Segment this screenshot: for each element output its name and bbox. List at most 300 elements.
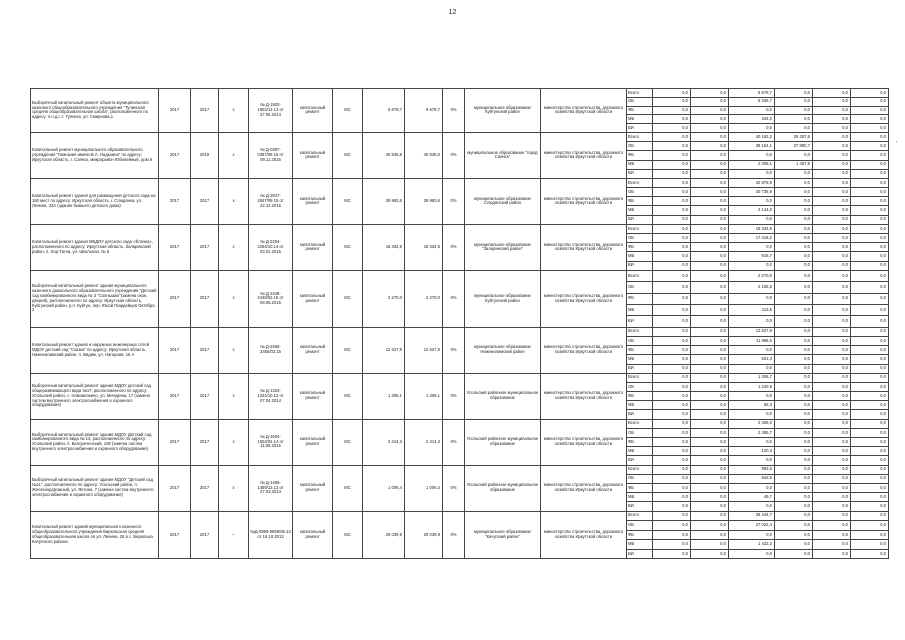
- mark-cell: –: [219, 511, 249, 559]
- funding-source-label: ВИ: [627, 261, 653, 270]
- financing-value: 0,0: [851, 474, 889, 483]
- financing-value: 0,0: [851, 392, 889, 401]
- object-description: Выборочный капитальный ремонт здания МДОУ "Детский сад №11", расположенного по адресу: Усольский район, п. Железнодорожный, ул. Янтина, 7 (замена систем внутреннего электроснабжения и охранного оборудования): [31, 465, 159, 511]
- financing-value: 0,0: [851, 438, 889, 447]
- financing-value: 0,0: [691, 392, 729, 401]
- financing-value: 0,0: [813, 410, 851, 419]
- readiness-percent: 0%: [443, 132, 465, 178]
- financing-value: 0,0: [653, 327, 691, 336]
- financing-value: 0,0: [729, 293, 775, 304]
- financing-value: 0,0: [775, 151, 813, 160]
- start-year: 2017: [159, 132, 191, 178]
- financing-value: 40 162,2: [729, 132, 775, 141]
- readiness-percent: 0%: [443, 511, 465, 559]
- object-description: Капитальный ремонт муниципального образовательного учреждения "Гимназия имени В.А. Надькина" по адресу: Иркутская область, г. Саянск, микрорайон Юбилейный, дом 6: [31, 132, 159, 178]
- financing-value: 0,0: [653, 502, 691, 511]
- financing-value: 0,0: [653, 419, 691, 428]
- financing-value: 0,0: [813, 502, 851, 511]
- financing-value: 0,0: [775, 428, 813, 437]
- financing-value: 0,0: [775, 521, 813, 531]
- funding-source-label: Всего: [627, 178, 653, 187]
- estimated-cost: 1 006,4: [363, 465, 405, 511]
- financing-value: 0,0: [653, 304, 691, 315]
- financing-value: 0,0: [775, 355, 813, 364]
- funding-source-label: ОБ: [627, 382, 653, 391]
- financing-value: 0,0: [691, 142, 729, 151]
- financing-value: 0,0: [851, 304, 889, 315]
- object-type: МС: [333, 132, 363, 178]
- financing-value: 0,0: [653, 438, 691, 447]
- financing-value: 0,0: [813, 465, 851, 474]
- financing-value: 0,0: [653, 483, 691, 492]
- financing-value: 0,0: [813, 493, 851, 502]
- financing-value: 0,0: [653, 401, 691, 410]
- financing-value: 27 022,4: [729, 521, 775, 531]
- financing-value: 0,0: [813, 304, 851, 315]
- funding-source-label: ВИ: [627, 316, 653, 327]
- funding-source-label: ФБ: [627, 151, 653, 160]
- financing-value: 0,0: [653, 261, 691, 270]
- funding-source-label: МБ: [627, 540, 653, 550]
- financing-value: 2 406,0: [729, 419, 775, 428]
- work-type: капитальный ремонт: [293, 224, 333, 270]
- estimated-cost: 29 039,9: [363, 511, 405, 559]
- financing-value: 0,0: [775, 178, 813, 187]
- mark-cell: х: [219, 178, 249, 224]
- financing-value: 334,0: [729, 115, 775, 124]
- financing-value: 2 285,7: [729, 428, 775, 437]
- funding-source-label: ФБ: [627, 483, 653, 492]
- financing-value: 0,0: [851, 151, 889, 160]
- funding-source-label: ФБ: [627, 346, 653, 355]
- financing-value: 0,0: [729, 530, 775, 540]
- financing-value: 0,0: [691, 234, 729, 243]
- financing-value: 0,0: [775, 419, 813, 428]
- mark-cell: х: [219, 327, 249, 373]
- expertise-doc: № Д-2847-2847/09.15 от 22.12.2015: [249, 178, 293, 224]
- financing-value: 0,0: [813, 160, 851, 169]
- financing-value: 0,0: [729, 549, 775, 559]
- financing-value: 0,0: [813, 401, 851, 410]
- funding-source-label: МБ: [627, 160, 653, 169]
- financing-value: 0,0: [775, 234, 813, 243]
- funding-source-label: МБ: [627, 401, 653, 410]
- table-row: [31, 465, 889, 474]
- financing-value: 631,4: [729, 355, 775, 364]
- financing-value: 0,0: [729, 438, 775, 447]
- financing-value: 0,0: [691, 364, 729, 373]
- financing-value: 0,0: [775, 270, 813, 281]
- financing-value: 0,0: [691, 483, 729, 492]
- funding-source-label: ОБ: [627, 97, 653, 106]
- financing-value: 0,0: [775, 447, 813, 456]
- financing-value: 0,0: [653, 336, 691, 345]
- funding-source-label: ФБ: [627, 243, 653, 252]
- funding-source-label: ВИ: [627, 502, 653, 511]
- financing-value: 0,0: [653, 530, 691, 540]
- financing-value: 0,0: [775, 530, 813, 540]
- financing-value: 0,0: [653, 456, 691, 465]
- financing-value: 0,0: [775, 169, 813, 178]
- financing-value: 0,0: [775, 336, 813, 345]
- financing-value: 0,0: [775, 215, 813, 224]
- financing-value: 0,0: [691, 447, 729, 456]
- customer: министерство строительства, дорожного хозяйства Иркутской области: [541, 270, 627, 327]
- financing-value: 0,0: [653, 316, 691, 327]
- estimated-cost: 40 845,8: [363, 132, 405, 178]
- financing-value: 0,0: [653, 151, 691, 160]
- start-year: 2017: [159, 511, 191, 559]
- financing-value: 0,0: [691, 382, 729, 391]
- financing-value: 0,0: [775, 327, 813, 336]
- financing-value: 0,0: [851, 465, 889, 474]
- work-type: капитальный ремонт: [293, 178, 333, 224]
- municipality: Усольский районное муниципальное образование: [465, 465, 541, 511]
- financing-value: 0,0: [775, 346, 813, 355]
- financing-value: 0,0: [729, 197, 775, 206]
- financing-value: 0,0: [691, 428, 729, 437]
- municipality: муниципальное образование "Заларинский район": [465, 224, 541, 270]
- financing-value: 0,0: [813, 178, 851, 187]
- financing-value: 0,0: [775, 224, 813, 233]
- end-year: 2017: [191, 89, 219, 133]
- financing-value: 0,0: [813, 89, 851, 98]
- expertise-doc: № Д-2254-2254/10.14 от 03.02.2015: [249, 224, 293, 270]
- financing-value: 0,0: [691, 336, 729, 345]
- funding-source-label: ОБ: [627, 474, 653, 483]
- customer: министерство строительства, дорожного хозяйства Иркутской области: [541, 327, 627, 373]
- object-type: МС: [333, 270, 363, 327]
- funding-source-label: МБ: [627, 206, 653, 215]
- funding-source-label: ОБ: [627, 521, 653, 531]
- financing-value: 0,0: [813, 382, 851, 391]
- financing-value: 0,0: [775, 392, 813, 401]
- object-type: МС: [333, 511, 363, 559]
- financing-value: 0,0: [813, 316, 851, 327]
- table-row: [31, 419, 889, 428]
- financing-value: 0,0: [813, 252, 851, 261]
- financing-value: 0,0: [691, 132, 729, 141]
- funding-source-label: МБ: [627, 304, 653, 315]
- financing-value: 0,0: [653, 373, 691, 382]
- table-row: [31, 224, 889, 233]
- funding-source-label: Всего: [627, 419, 653, 428]
- financing-value: 0,0: [653, 188, 691, 197]
- financing-value: 0,0: [775, 540, 813, 550]
- funding-source-label: ФБ: [627, 438, 653, 447]
- object-description: Капитальный ремонт зданий муниципального казенного общеобразовательного учреждения Бирюльская средняя общеобразовательная школа по ул. Ленина, 26 в с. Бирюлька Качугского района.: [31, 511, 159, 559]
- estimated-cost: 18 334,9: [363, 224, 405, 270]
- expertise-doc: № Д-1903-1903/12.13 от 27.05.2014: [249, 89, 293, 133]
- financing-value: 0,0: [691, 169, 729, 178]
- financing-value: 0,0: [691, 474, 729, 483]
- financing-value: 0,0: [813, 447, 851, 456]
- financing-value: 0,0: [813, 346, 851, 355]
- financing-value: 0,0: [851, 89, 889, 98]
- financing-value: 0,0: [653, 115, 691, 124]
- financing-value: 0,0: [775, 483, 813, 492]
- financing-value: 0,0: [775, 115, 813, 124]
- financing-value: 0,0: [729, 124, 775, 133]
- financing-value: 0,0: [851, 511, 889, 521]
- object-type: МС: [333, 419, 363, 465]
- remaining-cost: 12 627,9: [405, 327, 443, 373]
- customer: министерство строительства, дорожного хозяйства Иркутской области: [541, 373, 627, 419]
- financing-value: 992,6: [729, 465, 775, 474]
- financing-value: 0,0: [813, 151, 851, 160]
- financing-value: 0,0: [691, 261, 729, 270]
- object-description: Выборочный капитальный ремонт здания муниципального казенного дошкольного образовательного учреждения "Детский сад комбинированного вида № 3 "Солнышко"(замена окон, дверей), расположенного по адресу: Иркутская область, Куйтунский район, р.п. Куйтун, пер. Юной Гвардейцев Октября, 2: [31, 270, 159, 327]
- financing-value: 0,0: [813, 293, 851, 304]
- readiness-percent: 0%: [443, 419, 465, 465]
- object-type: МС: [333, 178, 363, 224]
- object-table: [30, 88, 889, 559]
- financing-value: 0,0: [691, 89, 729, 98]
- financing-value: 0,0: [775, 410, 813, 419]
- financing-value: 0,0: [729, 261, 775, 270]
- financing-value: 0,0: [653, 142, 691, 151]
- financing-value: 0,0: [775, 197, 813, 206]
- object-description: Капитальный ремонт здания и наружных инженерных сетей МДОУ детский сад "Сказка" по адресу: Иркутская область, Нижнеилимский район, п. Видим, ул. Нагорная, 15 А: [31, 327, 159, 373]
- financing-value: 0,0: [653, 197, 691, 206]
- financing-value: 0,0: [775, 97, 813, 106]
- work-type: капитальный ремонт: [293, 89, 333, 133]
- financing-value: 0,0: [813, 521, 851, 531]
- financing-value: 0,0: [851, 97, 889, 106]
- financing-value: 0,0: [851, 132, 889, 141]
- financing-value: 0,0: [653, 493, 691, 502]
- object-description: Выборочный капитальный ремонт здания МДОУ Детский сад комбинированного вида № 13, расположенного по адресу: Усольский район, п. Белореченский, 108 (замена систем внутреннего электроснабжения и охранного оборудования): [31, 419, 159, 465]
- financing-value: 916,7: [729, 252, 775, 261]
- expertise-doc: № Д-2448-2448/02.15 от 09.06.2015: [249, 270, 293, 327]
- object-table-container: [30, 88, 889, 559]
- financing-value: 0,0: [653, 428, 691, 437]
- funding-source-label: ВИ: [627, 364, 653, 373]
- object-type: МС: [333, 465, 363, 511]
- object-description: Капитальный ремонт здания МБДОУ детского сада «Ёлочка», расположенного по адресу: Иркутская область, Заларинский район, п. Хор-Тагна, ул. Школьная, № 5: [31, 224, 159, 270]
- financing-value: 0,0: [851, 124, 889, 133]
- financing-value: 0,0: [691, 215, 729, 224]
- financing-value: 0,0: [653, 540, 691, 550]
- municipality: Усольский районное муниципальное образование: [465, 373, 541, 419]
- financing-value: 0,0: [813, 392, 851, 401]
- financing-value: 0,0: [729, 456, 775, 465]
- financing-value: 0,0: [775, 456, 813, 465]
- financing-value: 0,0: [775, 282, 813, 293]
- funding-source-label: ФБ: [627, 293, 653, 304]
- financing-value: 0,0: [813, 474, 851, 483]
- financing-value: 0,0: [653, 243, 691, 252]
- financing-value: 0,0: [851, 206, 889, 215]
- customer: министерство строительства, дорожного хозяйства Иркутской области: [541, 132, 627, 178]
- financing-value: 0,0: [813, 206, 851, 215]
- table-row: [31, 373, 889, 382]
- financing-value: 113,5: [729, 304, 775, 315]
- readiness-percent: 0%: [443, 89, 465, 133]
- financing-value: 0,0: [729, 316, 775, 327]
- financing-value: 0,0: [653, 270, 691, 281]
- mark-cell: х: [219, 132, 249, 178]
- financing-value: 0,0: [775, 474, 813, 483]
- financing-value: 0,0: [653, 224, 691, 233]
- municipality: муниципальное образование "Качугский район": [465, 511, 541, 559]
- financing-value: 0,0: [813, 243, 851, 252]
- financing-value: 0,0: [653, 447, 691, 456]
- financing-value: 942,9: [729, 474, 775, 483]
- financing-value: 0,0: [775, 401, 813, 410]
- financing-value: 18 334,9: [729, 224, 775, 233]
- financing-value: 0,0: [653, 215, 691, 224]
- expertise-doc: № Д-0387-0387/06.16 от 09.11.2016: [249, 132, 293, 178]
- financing-value: 0,0: [691, 373, 729, 382]
- remaining-cost: 40 845,0: [405, 132, 443, 178]
- financing-value: 0,0: [653, 169, 691, 178]
- financing-value: 0,0: [851, 410, 889, 419]
- financing-value: 0,0: [729, 364, 775, 373]
- financing-value: 0,0: [851, 382, 889, 391]
- financing-value: 0,0: [851, 540, 889, 550]
- financing-value: 0,0: [813, 270, 851, 281]
- financing-value: 0,0: [653, 293, 691, 304]
- financing-value: 0,0: [729, 243, 775, 252]
- funding-source-label: ВИ: [627, 549, 653, 559]
- financing-value: 0,0: [813, 364, 851, 373]
- financing-value: 0,0: [813, 188, 851, 197]
- start-year: 2017: [159, 89, 191, 133]
- financing-value: 0,0: [851, 549, 889, 559]
- mark-cell: х: [219, 224, 249, 270]
- financing-value: 0,0: [813, 355, 851, 364]
- financing-value: 0,0: [653, 355, 691, 364]
- funding-source-label: Всего: [627, 270, 653, 281]
- financing-value: 0,0: [775, 106, 813, 115]
- financing-value: 1 422,3: [729, 540, 775, 550]
- financing-value: 0,0: [729, 392, 775, 401]
- remaining-cost: 1 308,1: [405, 373, 443, 419]
- end-year: 2017: [191, 373, 219, 419]
- remaining-cost: 1 006,4: [405, 465, 443, 511]
- end-year: 2017: [191, 511, 219, 559]
- start-year: 2017: [159, 270, 191, 327]
- financing-value: 0,0: [653, 474, 691, 483]
- financing-value: 0,0: [653, 511, 691, 521]
- financing-value: 0,0: [653, 521, 691, 531]
- financing-value: 0,0: [851, 293, 889, 304]
- financing-value: 0,0: [851, 493, 889, 502]
- remaining-cost: 18 334,9: [405, 224, 443, 270]
- table-row: [31, 511, 889, 521]
- financing-value: 0,0: [653, 346, 691, 355]
- mark-cell: х: [219, 373, 249, 419]
- financing-value: 0,0: [691, 401, 729, 410]
- financing-value: 0,0: [851, 197, 889, 206]
- work-type: капитальный ремонт: [293, 511, 333, 559]
- financing-value: 0,0: [653, 132, 691, 141]
- financing-value: 0,0: [691, 530, 729, 540]
- municipality: муниципальное образование Слюдянский район: [465, 178, 541, 224]
- financing-value: 0,0: [813, 419, 851, 428]
- financing-value: 1 306,7: [729, 373, 775, 382]
- financing-value: 0,0: [691, 224, 729, 233]
- readiness-percent: 0%: [443, 373, 465, 419]
- funding-source-label: ФБ: [627, 392, 653, 401]
- end-year: 2017: [191, 270, 219, 327]
- financing-value: 11 996,5: [729, 336, 775, 345]
- table-row: [31, 178, 889, 187]
- financing-value: 0,0: [653, 549, 691, 559]
- customer: министерство строительства, дорожного хозяйства Иркутской области: [541, 89, 627, 133]
- financing-value: 0,0: [813, 142, 851, 151]
- expertise-doc: №Д-0959-0959/06.13 от 16.10.2013: [249, 511, 293, 559]
- funding-source-label: ОБ: [627, 142, 653, 151]
- funding-source-label: ОБ: [627, 188, 653, 197]
- financing-value: 0,0: [729, 106, 775, 115]
- financing-value: 0,0: [691, 197, 729, 206]
- financing-value: 0,0: [729, 169, 775, 178]
- municipality: муниципальное образование Куйтунский район: [465, 270, 541, 327]
- financing-value: 0,0: [691, 511, 729, 521]
- financing-value: 0,0: [691, 178, 729, 187]
- financing-value: 65,3: [729, 401, 775, 410]
- start-year: 2017: [159, 419, 191, 465]
- financing-value: 0,0: [691, 316, 729, 327]
- start-year: 2017: [159, 224, 191, 270]
- object-description: Выборочный капитальный ремонт объекта муниципального казенного общеобразовательного учреждения "Тулинская средняя общеобразовательная школа", расположенного по адресу: п.п.д.с.т. Тулинск, ул. Смирнова,1: [31, 89, 159, 133]
- start-year: 2017: [159, 178, 191, 224]
- funding-source-label: Всего: [627, 511, 653, 521]
- financing-value: 0,0: [851, 215, 889, 224]
- financing-value: 0,0: [851, 160, 889, 169]
- page-number: 12: [448, 9, 457, 16]
- table-row: [31, 89, 889, 98]
- financing-value: 0,0: [813, 428, 851, 437]
- financing-value: 0,0: [653, 206, 691, 215]
- object-type: МС: [333, 327, 363, 373]
- financing-value: 42 879,9: [729, 178, 775, 187]
- remaining-cost: 39 983,6: [405, 178, 443, 224]
- financing-value: 0,0: [691, 115, 729, 124]
- financing-value: 0,0: [691, 106, 729, 115]
- financing-value: 0,0: [691, 97, 729, 106]
- municipality: Усольский районное муниципальное образование: [465, 419, 541, 465]
- financing-value: 0,0: [653, 124, 691, 133]
- funding-source-label: ФБ: [627, 106, 653, 115]
- financing-value: 0,0: [851, 115, 889, 124]
- financing-value: 0,0: [729, 215, 775, 224]
- work-type: капитальный ремонт: [293, 465, 333, 511]
- financing-value: 0,0: [653, 97, 691, 106]
- end-year: 2017: [191, 178, 219, 224]
- financing-value: 0,0: [851, 261, 889, 270]
- financing-value: 0,0: [775, 252, 813, 261]
- funding-source-label: ФБ: [627, 530, 653, 540]
- remaining-cost: 6 679,7: [405, 89, 443, 133]
- financing-value: 0,0: [851, 502, 889, 511]
- financing-value: 0,0: [691, 160, 729, 169]
- financing-value: 0,0: [691, 438, 729, 447]
- end-year: 2018: [191, 132, 219, 178]
- financing-value: 0,0: [851, 336, 889, 345]
- financing-value: 0,0: [813, 282, 851, 293]
- funding-source-label: Всего: [627, 465, 653, 474]
- end-year: 2017: [191, 224, 219, 270]
- financing-value: 0,0: [653, 410, 691, 419]
- financing-value: 0,0: [851, 401, 889, 410]
- expertise-doc: № Д-1324-1324/10.13 от 07.04.2014: [249, 373, 293, 419]
- financing-value: 29 257,6: [775, 132, 813, 141]
- funding-source-label: ВИ: [627, 456, 653, 465]
- financing-value: 2 144,0: [729, 206, 775, 215]
